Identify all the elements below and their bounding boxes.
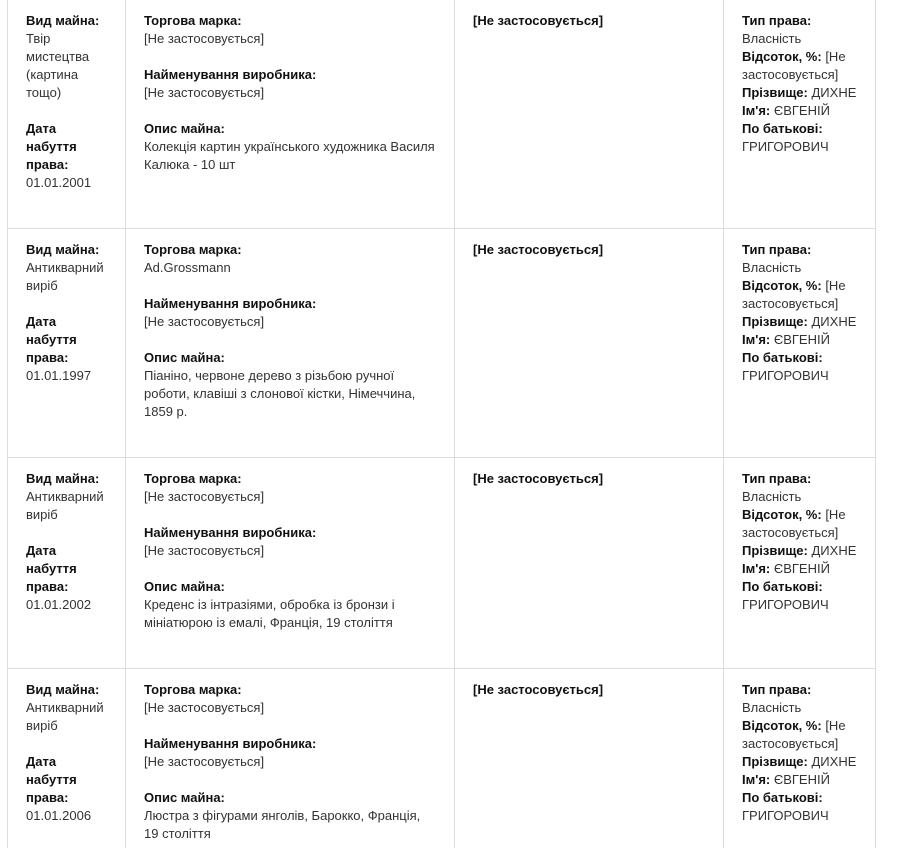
- surname-value: ДИХНЕ: [811, 314, 857, 329]
- acquired-date-value: 01.01.2001: [26, 175, 92, 190]
- manufacturer-label: Найменування виробника:: [144, 296, 317, 311]
- description-value: Піаніно, червоне дерево з різьбою ручної роботи, клавіші з слонової кістки, Німеччина, 1859 р.: [144, 368, 416, 419]
- table-row: [8, 669, 876, 848]
- manufacturer-label: Найменування виробника:: [144, 736, 317, 751]
- property-details-cell: [126, 0, 455, 229]
- description-label: Опис майна:: [144, 579, 225, 594]
- property-info-cell: [8, 669, 126, 848]
- not-applicable-value: [Не застосовується]: [473, 13, 604, 28]
- manufacturer-value: [Не застосовується]: [144, 314, 265, 329]
- surname-label: Прізвище:: [742, 314, 808, 329]
- patronymic-label: По батькові:: [742, 579, 823, 594]
- name-value: ЄВГЕНІЙ: [773, 561, 830, 576]
- trademark-label: Торгова марка:: [144, 242, 242, 257]
- property-details-cell: [126, 458, 455, 669]
- ownership-cell: [724, 458, 876, 669]
- property-info-cell: [8, 229, 126, 458]
- property-type-label: Вид майна:: [26, 682, 100, 697]
- surname-label: Прізвище:: [742, 543, 808, 558]
- manufacturer-value: [Не застосовується]: [144, 543, 265, 558]
- ownership-cell: [724, 0, 876, 229]
- right-type-label: Тип права:: [742, 471, 812, 486]
- not-applicable-value: [Не застосовується]: [473, 242, 604, 257]
- name-value: ЄВГЕНІЙ: [773, 772, 830, 787]
- ownership-cell: [724, 229, 876, 458]
- property-details-cell: [126, 229, 455, 458]
- property-type-label: Вид майна:: [26, 242, 100, 257]
- acquired-date-value: 01.01.2006: [26, 808, 92, 823]
- patronymic-value: ГРИГОРОВИЧ: [742, 597, 829, 612]
- right-type-value: Власність: [742, 260, 802, 275]
- name-value: ЄВГЕНІЙ: [773, 103, 830, 118]
- right-type-value: Власність: [742, 31, 802, 46]
- acquired-date-label: Дата набуття права:: [26, 543, 77, 594]
- description-value: Люстра з фігурами янголів, Барокко, Франція, 19 століття: [144, 808, 421, 841]
- description-label: Опис майна:: [144, 350, 225, 365]
- share-label: Відсоток, %:: [742, 49, 822, 64]
- patronymic-label: По батькові:: [742, 790, 823, 805]
- surname-value: ДИХНЕ: [811, 85, 857, 100]
- share-value: [Не застосовується]: [742, 718, 846, 751]
- property-details-cell: [126, 669, 455, 848]
- name-label: Ім'я:: [742, 332, 771, 347]
- patronymic-value: ГРИГОРОВИЧ: [742, 808, 829, 823]
- description-label: Опис майна:: [144, 790, 225, 805]
- property-type-value: Антикварний виріб: [26, 260, 104, 293]
- surname-value: ДИХНЕ: [811, 543, 857, 558]
- acquired-date-value: 01.01.1997: [26, 368, 92, 383]
- table-row: [8, 229, 876, 458]
- right-type-value: Власність: [742, 489, 802, 504]
- name-label: Ім'я:: [742, 772, 771, 787]
- acquired-date-label: Дата набуття права:: [26, 121, 77, 172]
- right-type-label: Тип права:: [742, 13, 812, 28]
- table-row: [8, 0, 876, 229]
- surname-label: Прізвище:: [742, 754, 808, 769]
- share-label: Відсоток, %:: [742, 278, 822, 293]
- patronymic-value: ГРИГОРОВИЧ: [742, 368, 829, 383]
- trademark-label: Торгова марка:: [144, 13, 242, 28]
- manufacturer-value: [Не застосовується]: [144, 85, 265, 100]
- location-cell: [455, 229, 724, 458]
- not-applicable-value: [Не застосовується]: [473, 471, 604, 486]
- name-label: Ім'я:: [742, 561, 771, 576]
- right-type-value: Власність: [742, 700, 802, 715]
- description-value: Креденс із інтразіями, обробка із бронзи і мініатюрою із емалі, Франція, 19 століття: [144, 597, 395, 630]
- property-info-cell: [8, 0, 126, 229]
- trademark-value: [Не застосовується]: [144, 700, 265, 715]
- location-cell: [455, 458, 724, 669]
- movable-property-table: [7, 0, 876, 848]
- surname-label: Прізвище:: [742, 85, 808, 100]
- patronymic-label: По батькові:: [742, 350, 823, 365]
- right-type-label: Тип права:: [742, 242, 812, 257]
- not-applicable-value: [Не застосовується]: [473, 682, 604, 697]
- property-info-cell: [8, 458, 126, 669]
- table-row: [8, 458, 876, 669]
- share-value: [Не застосовується]: [742, 507, 846, 540]
- share-label: Відсоток, %:: [742, 507, 822, 522]
- acquired-date-value: 01.01.2002: [26, 597, 92, 612]
- property-type-label: Вид майна:: [26, 471, 100, 486]
- trademark-value: [Не застосовується]: [144, 31, 265, 46]
- manufacturer-value: [Не застосовується]: [144, 754, 265, 769]
- acquired-date-label: Дата набуття права:: [26, 314, 77, 365]
- table-body: [8, 0, 876, 848]
- description-label: Опис майна:: [144, 121, 225, 136]
- share-value: [Не застосовується]: [742, 49, 846, 82]
- name-value: ЄВГЕНІЙ: [773, 332, 830, 347]
- trademark-value: Ad.Grossmann: [144, 260, 231, 275]
- location-cell: [455, 669, 724, 848]
- property-type-value: Антикварний виріб: [26, 700, 104, 733]
- right-type-label: Тип права:: [742, 682, 812, 697]
- share-label: Відсоток, %:: [742, 718, 822, 733]
- trademark-label: Торгова марка:: [144, 471, 242, 486]
- ownership-cell: [724, 669, 876, 848]
- location-cell: [455, 0, 724, 229]
- acquired-date-label: Дата набуття права:: [26, 754, 77, 805]
- name-label: Ім'я:: [742, 103, 771, 118]
- surname-value: ДИХНЕ: [811, 754, 857, 769]
- property-type-value: Антикварний виріб: [26, 489, 104, 522]
- patronymic-label: По батькові:: [742, 121, 823, 136]
- trademark-value: [Не застосовується]: [144, 489, 265, 504]
- property-type-value: Твір мистецтва (картина тощо): [26, 31, 90, 100]
- description-value: Колекція картин українського художника Василя Калюка - 10 шт: [144, 139, 435, 172]
- manufacturer-label: Найменування виробника:: [144, 67, 317, 82]
- trademark-label: Торгова марка:: [144, 682, 242, 697]
- property-type-label: Вид майна:: [26, 13, 100, 28]
- patronymic-value: ГРИГОРОВИЧ: [742, 139, 829, 154]
- manufacturer-label: Найменування виробника:: [144, 525, 317, 540]
- share-value: [Не застосовується]: [742, 278, 846, 311]
